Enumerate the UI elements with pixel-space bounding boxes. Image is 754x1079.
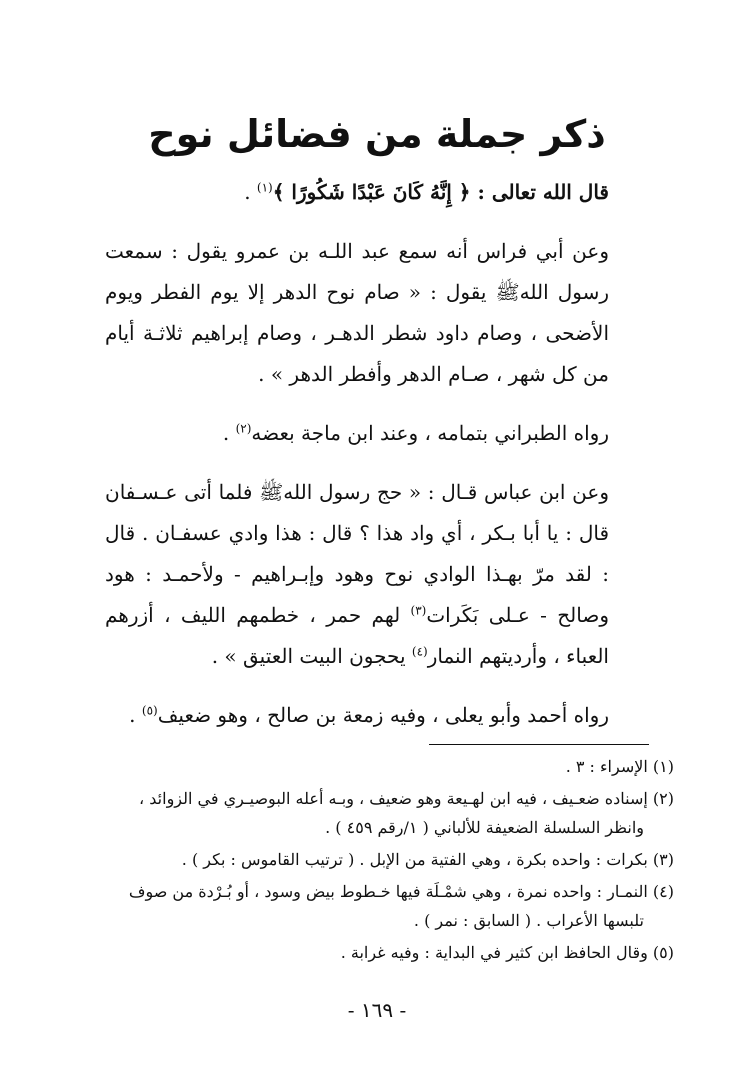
footnote-text: وقال الحافظ ابن كثير في البداية : وفيه غرابة . bbox=[340, 943, 648, 962]
narration-text: رواه الطبراني بتمامه ، وعند ابن ماجة بعضه bbox=[251, 421, 609, 445]
narration-text: رواه أحمد وأبو يعلى ، وفيه زمعة بن صالح ، وهو ضعيف bbox=[157, 703, 609, 727]
main-text bbox=[105, 172, 649, 736]
footnote-4 bbox=[90, 877, 674, 935]
footnote-continuation: تلبسها الأعراب . ( السابق : نمر ) . bbox=[413, 911, 644, 930]
footnote-5 bbox=[90, 938, 674, 967]
chapter-title: ذكر جملة من فضائل نوح bbox=[148, 112, 606, 156]
paragraph-hadith-fasting: وعن أبي فراس أنه سمع عبد اللـه بن عمرو يقول : سمعت رسول اللهﷺ يقول : « صام نوح الدهر إلا يوم الفطر ويوم الأضحى ، وصام داود شطر الدهـر ، وصام إبراهيم ثلاثـة أيام من كل شهر ، صـام الدهر وأفطر الدهر » . bbox=[105, 239, 609, 386]
page-number: - ١٦٩ - bbox=[347, 998, 407, 1022]
period: . bbox=[244, 180, 257, 204]
footnote-text: بكرات : واحده بكرة ، وهي الفتية من الإبل . ( ترتيب القاموس : بكر ) . bbox=[181, 850, 648, 869]
paragraph-hadith-usfan bbox=[105, 472, 649, 677]
period: . bbox=[222, 421, 236, 445]
footnote-divider bbox=[429, 744, 649, 745]
period: . bbox=[129, 703, 142, 727]
footnote-number: (٢) bbox=[652, 789, 674, 808]
footnote-3 bbox=[90, 845, 674, 874]
footnote-number: (٤) bbox=[652, 882, 674, 901]
paragraph-quran-verse bbox=[105, 172, 649, 213]
footnote-number: (٥) bbox=[652, 943, 674, 962]
footnote-number: (٣) bbox=[652, 850, 674, 869]
footnote-2 bbox=[90, 784, 674, 842]
footnote-ref-3[interactable]: (٣) bbox=[410, 603, 427, 618]
footnote-ref-2[interactable]: (٢) bbox=[235, 421, 252, 436]
hadith-text-a: وعن ابن عباس قـال : « حج رسول اللهﷺ فلما أتى عـسـفان قال : يا أبا بـكر ، أي واد هذا ؟ قال : هذا وادي عسفـان . قال : لقد مرّ بهـذا الوادي نوح وهود وإبـراهيم - ولأحمـد : هود وصالح - عـلى بَكَرات bbox=[105, 480, 609, 627]
paragraph-narration-tabarani bbox=[105, 413, 649, 454]
footnote-number: (١) bbox=[652, 757, 674, 776]
footnote-ref-5[interactable]: (٥) bbox=[141, 703, 158, 718]
footnote-continuation: وانظر السلسلة الضعيفة للألباني ( ١/رقم ٤٥٩ ) . bbox=[325, 818, 644, 837]
footnote-text: إسناده ضعـيف ، فيه ابن لهـيعة وهو ضعيف ، وبـه أعله البوصيـري في الزوائد ، bbox=[139, 789, 648, 808]
footnotes bbox=[90, 752, 674, 967]
footnote-ref-1[interactable]: (١) bbox=[256, 180, 273, 195]
footnote-text: الإسراء : ٣ . bbox=[565, 757, 648, 776]
footnote-1 bbox=[90, 752, 674, 781]
hadith-text-b: لهم حمر ، خطمهم الليف ، أزرهم العباء ، وأرديتهم النمار bbox=[105, 603, 609, 668]
paragraph-narration-ahmad bbox=[105, 695, 649, 736]
footnote-text: النمـار : واحده نمرة ، وهي شمْـلَة فيها خـطوط بيض وسود ، أو بُـرْدة من صوف bbox=[128, 882, 648, 901]
footnote-ref-4[interactable]: (٤) bbox=[411, 644, 428, 659]
hadith-text-c: يحجون البيت العتيق » . bbox=[211, 644, 412, 668]
verse-text: قال الله تعالى : ﴿ إِنَّهُ كَانَ عَبْدًا شَكُورًا ﴾ bbox=[272, 180, 609, 204]
